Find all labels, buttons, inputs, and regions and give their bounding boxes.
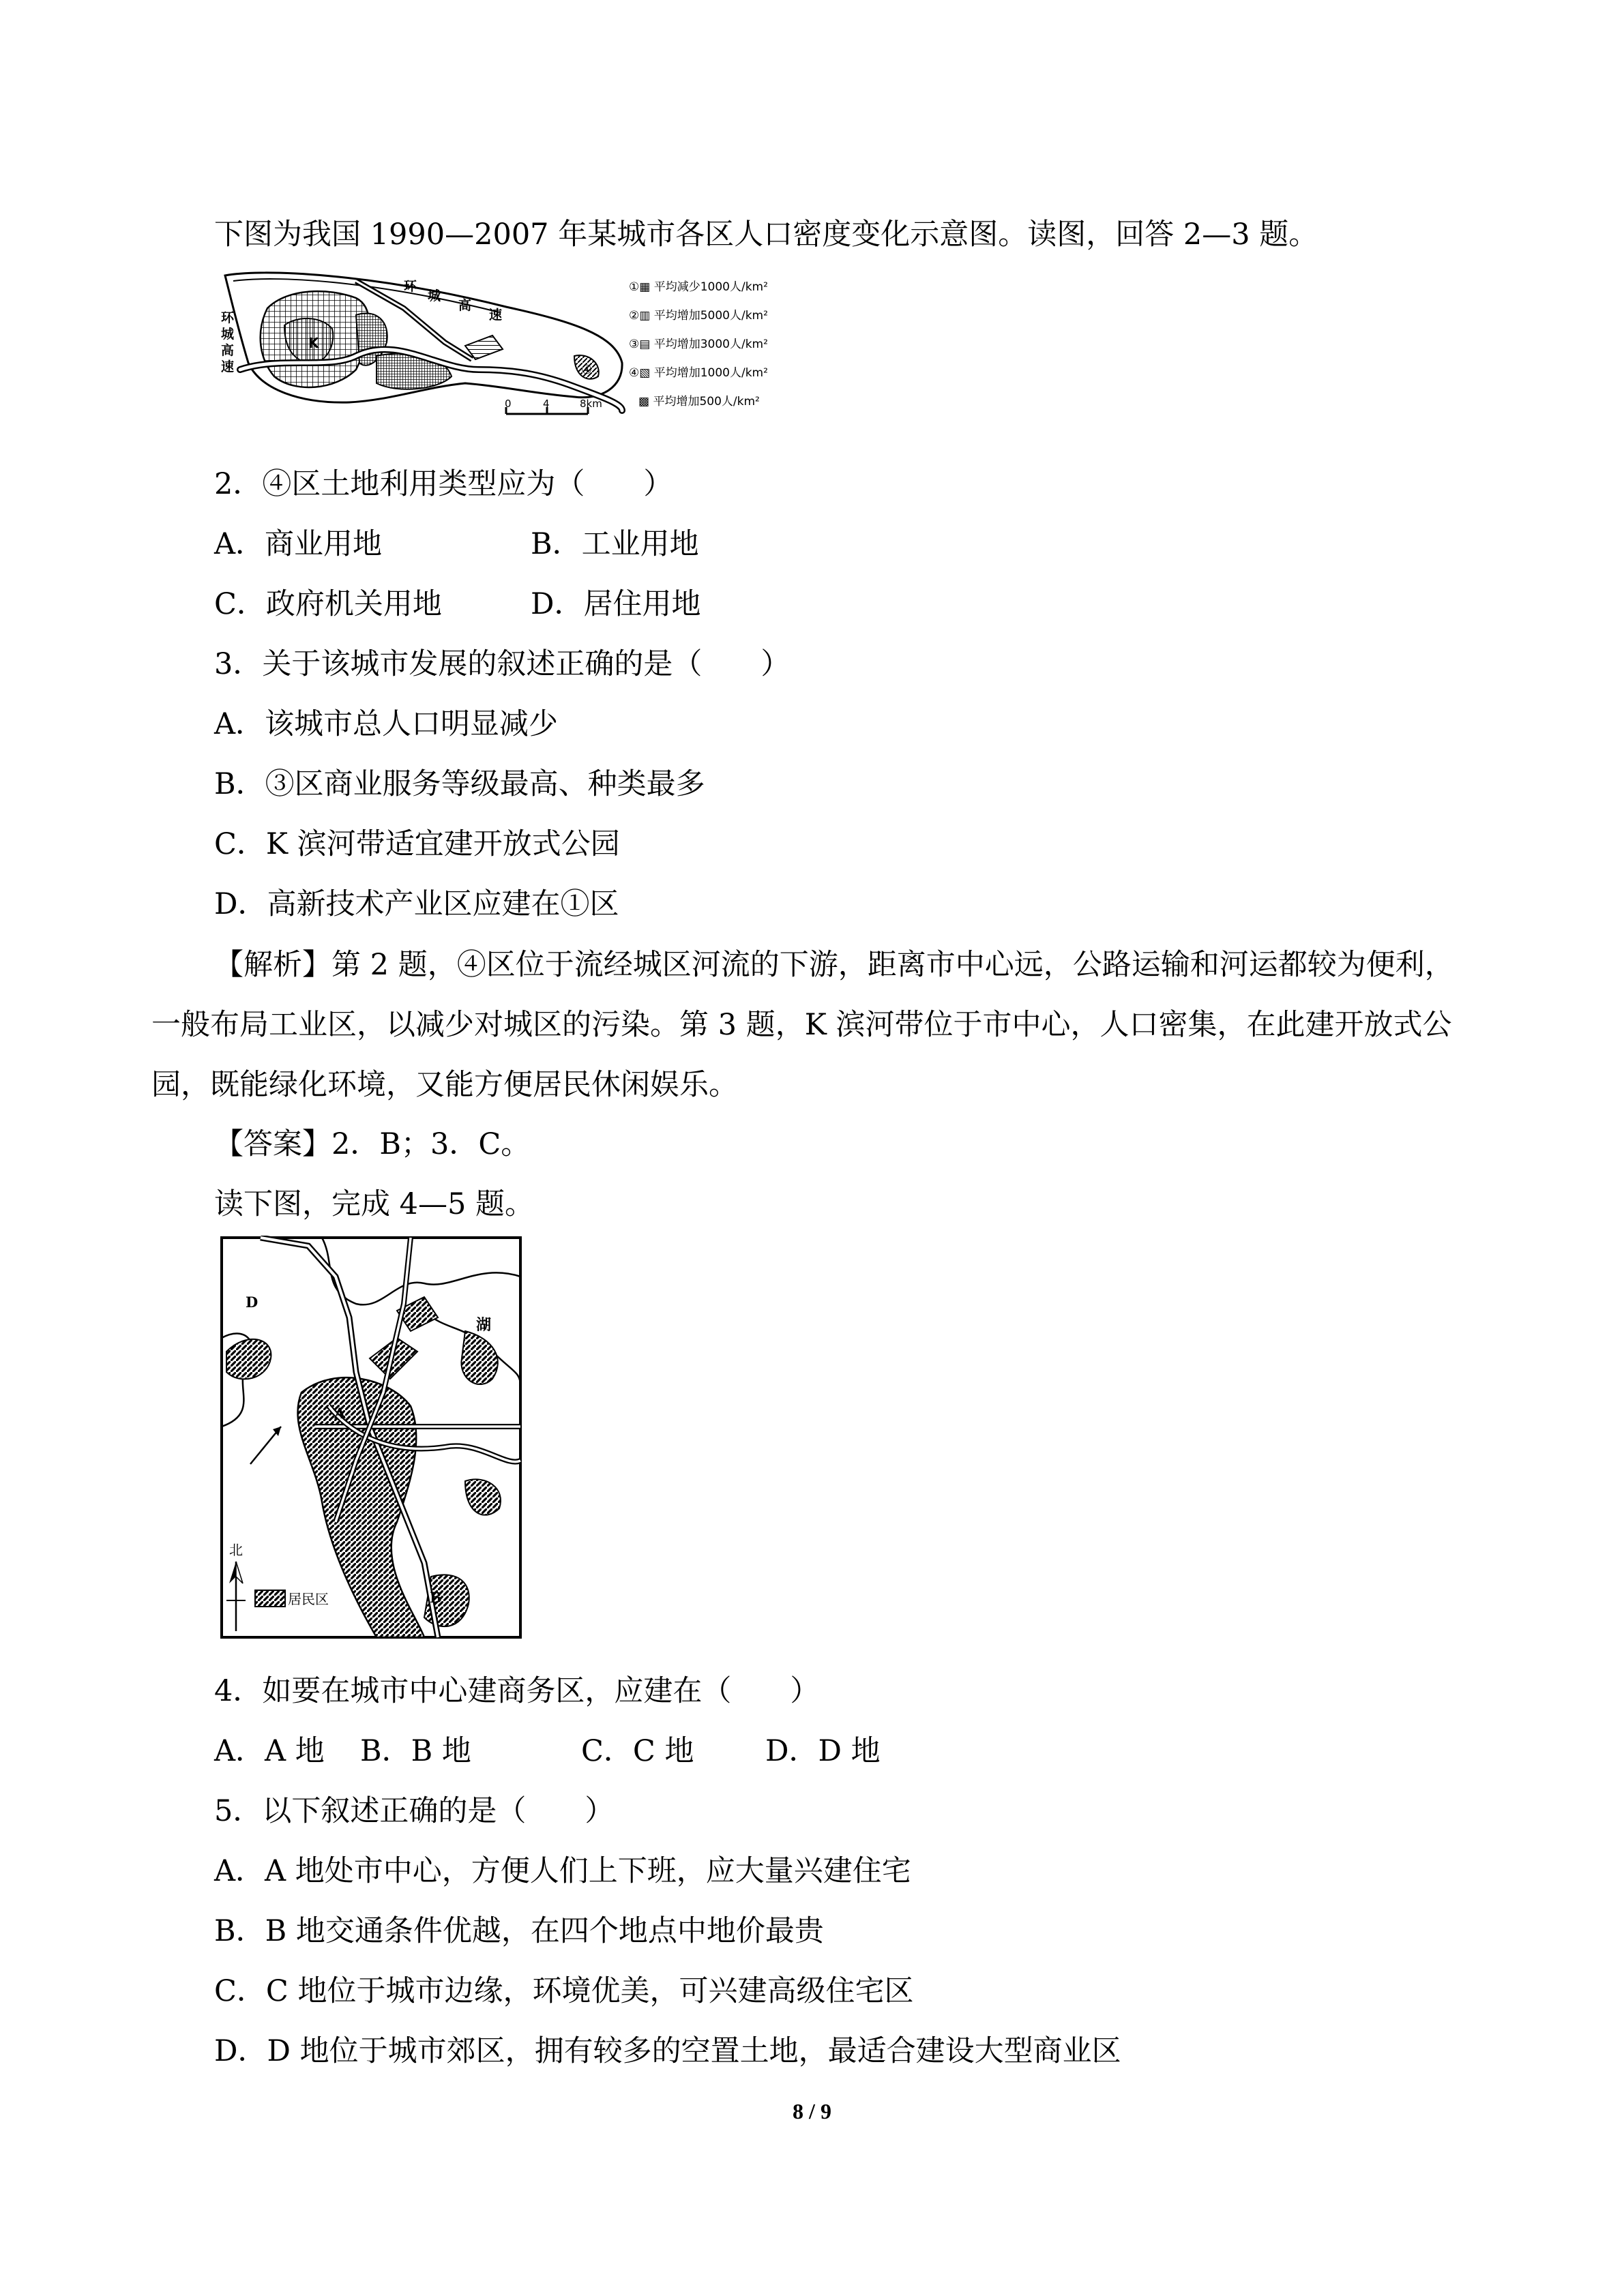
question-2-option-d: D．居住用地 — [531, 587, 701, 621]
question-4-option-c: C．C 地 — [581, 1734, 694, 1768]
legend-item: ▩ 平均增加500人/km² — [638, 395, 760, 408]
population-density-map — [220, 267, 820, 424]
question-5-option-b: B．B 地交通条件优越，在四个地点中地价最贵 — [214, 1914, 824, 1948]
svg-text:北: 北 — [229, 1542, 243, 1558]
question-5-option-c: C．C 地位于城市边缘，环境优美，可兴建高级住宅区 — [214, 1974, 914, 2008]
question-4-option-d: D．D 地 — [765, 1734, 881, 1768]
map-legend — [629, 280, 768, 408]
question-2-stem: 2．④区土地利用类型应为（ ） — [214, 467, 673, 501]
road-label-left: 环城高速 — [221, 310, 235, 374]
question-2-option-c: C．政府机关用地 — [214, 587, 442, 621]
question-2-option-a: A．商业用地 — [214, 527, 383, 561]
question-5-option-a: A．A 地处市中心，方便人们上下班，应大量兴建住宅 — [214, 1854, 911, 1888]
question-3-option-c: C．K 滨河带适宜建开放式公园 — [214, 827, 620, 861]
label-b: B — [430, 1589, 442, 1606]
svg-text:8km: 8km — [580, 398, 602, 410]
map-area — [221, 273, 622, 414]
question-3-option-d: D．高新技术产业区应建在①区 — [214, 887, 619, 921]
legend-item: ③▤ 平均增加3000人/km² — [629, 338, 768, 351]
question-5-stem: 5．以下叙述正确的是（ ） — [214, 1794, 615, 1828]
district-label-k: K — [308, 335, 319, 351]
page-number: 8 / 9 — [793, 2099, 831, 2123]
question-2-option-b: B．工业用地 — [531, 527, 699, 561]
question-3-option-b: B．③区商业服务等级最高、种类最多 — [214, 767, 705, 801]
label-lake: 湖 — [476, 1317, 492, 1334]
road-label-top: 环城高速 — [404, 279, 503, 323]
question-4-option-b: B．B 地 — [360, 1734, 471, 1768]
svg-text:4: 4 — [543, 398, 550, 410]
analysis-paragraph: 【解析】第 2 题，④区位于流经城区河流的下游，距离市中心远，公路运输和河运都较为便利，一般布局工业区，以减少对城区的污染。第 3 题，K 滨河带位于市中心，人口密集，在此建开放式公园，既能绿化环境，又能方便居民休闲娱乐。 — [151, 948, 1454, 1102]
question-4-option-a: A．A 地 — [214, 1734, 325, 1768]
question-4-stem: 4．如要在城市中心建商务区，应建在（ ） — [214, 1674, 820, 1708]
city-map — [220, 1236, 522, 1639]
svg-text:0: 0 — [505, 398, 512, 410]
question-3-stem: 3．关于该城市发展的叙述正确的是（ ） — [214, 647, 791, 681]
map-legend-residential — [255, 1590, 329, 1607]
legend-item: ④▧ 平均增加1000人/km² — [629, 366, 768, 380]
intro-text-2: 读下图，完成 4—5 题。 — [214, 1187, 535, 1221]
district-label-4: ④ — [581, 363, 593, 377]
answer-line: 【答案】2．B；3．C。 — [214, 1127, 531, 1161]
label-d: D — [246, 1294, 259, 1311]
legend-item: ②▥ 平均增加5000人/km² — [629, 309, 768, 323]
question-5-option-d: D．D 地位于城市郊区，拥有较多的空置土地，最适合建设大型商业区 — [214, 2034, 1121, 2068]
svg-text:居民区: 居民区 — [288, 1591, 329, 1607]
legend-item: ①▦ 平均减少1000人/km² — [629, 280, 768, 294]
scale-bar — [505, 398, 602, 414]
question-3-option-a: A．该城市总人口明显减少 — [214, 707, 559, 741]
intro-text-1: 下图为我国 1990—2007 年某城市各区人口密度变化示意图。读图，回答 2—3 题。 — [214, 218, 1318, 252]
label-a: A — [334, 1405, 346, 1422]
